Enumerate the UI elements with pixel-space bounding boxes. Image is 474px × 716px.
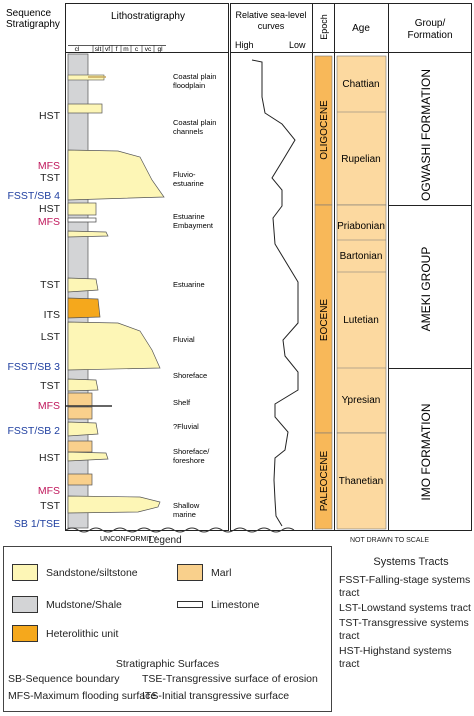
fluvial-sand xyxy=(68,322,160,370)
sequence-label: TST xyxy=(40,279,60,291)
environment-label-line: Shelf xyxy=(173,398,191,407)
grain-size-axis xyxy=(68,45,166,53)
environment-label-line: Fluvial xyxy=(173,335,195,344)
environment-label xyxy=(173,280,205,289)
group-header-line2: Formation xyxy=(407,30,453,41)
sequence-label: FSST/SB 2 xyxy=(7,425,60,437)
age-lutetian: Lutetian xyxy=(343,315,379,326)
systems-tract-fsst: FSST-Falling-stage systems tract xyxy=(339,574,471,599)
epoch-oligocene: OLIGOCENE xyxy=(319,100,330,160)
litho-header: Lithostratigraphy xyxy=(111,11,185,22)
environment-label xyxy=(173,422,199,431)
formation-ameki: AMEKI GROUP xyxy=(419,246,433,332)
foreshore-sand xyxy=(68,452,108,461)
legend-marl xyxy=(177,564,231,581)
grain-size-tick-label: vf xyxy=(104,46,111,53)
sealevel-header xyxy=(235,10,306,31)
sequence-label: TST xyxy=(40,380,60,392)
marl-swatch xyxy=(177,564,203,581)
fluvial-sand-2 xyxy=(68,422,98,436)
unconformity-label: UNCONFORMITY xyxy=(100,536,158,543)
sequence-label: MFS xyxy=(37,485,60,497)
low-label: Low xyxy=(289,40,306,50)
grain-size-tick-label: c xyxy=(134,46,139,53)
high-label: High xyxy=(235,40,254,50)
sequence-label: LST xyxy=(40,331,60,343)
sequence-label: FSST/SB 3 xyxy=(7,361,60,373)
shelf-marl-lower xyxy=(68,407,92,419)
legend-heterolithic xyxy=(12,625,118,642)
group-header-line1: Group/ xyxy=(414,18,446,29)
sequence-label: TST xyxy=(40,500,60,512)
surfaces-title: Stratigraphic Surfaces xyxy=(115,658,220,670)
environment-label-line: Shoreface/ xyxy=(173,447,210,456)
environment-label-line: Embayment xyxy=(173,221,214,230)
environment-label-line: Shoreface xyxy=(173,371,208,380)
sequence-header-line2: Stratigraphy xyxy=(6,19,60,30)
environment-label-line: Estuarine xyxy=(173,280,205,289)
environment-labels xyxy=(173,72,216,519)
legend-mudstone xyxy=(12,596,122,613)
environment-label-line: channels xyxy=(173,127,204,136)
age-chattian: Chattian xyxy=(342,79,380,90)
legend-mudstone-label: Mudstone/Shale xyxy=(46,598,122,611)
thin-estuarine-sand xyxy=(68,231,108,237)
sequence-labels xyxy=(7,110,60,530)
sealevel-header-line1: Relative sea-level xyxy=(235,10,307,20)
mudstone-swatch xyxy=(12,596,38,613)
sequence-header-line1: Sequence xyxy=(6,8,52,19)
grain-size-tick-label: m xyxy=(123,46,129,53)
environment-label-line: marine xyxy=(173,510,196,519)
grain-size-tick-label: slt xyxy=(94,46,102,53)
epoch-header: Epoch xyxy=(319,14,329,40)
sequence-label: MFS xyxy=(37,160,60,172)
group-header xyxy=(407,18,452,41)
legend-limestone xyxy=(177,596,259,613)
formation-imo: IMO FORMATION xyxy=(419,403,433,501)
environment-label-line: Coastal plain xyxy=(173,118,217,127)
heterolithic-unit xyxy=(68,298,100,318)
shoreface-marl xyxy=(68,441,92,452)
systems-tract-tst: TST-Transgressive systems tract xyxy=(339,617,469,642)
embayment-sand xyxy=(68,203,96,215)
marine-marl xyxy=(68,474,92,485)
environment-label xyxy=(173,212,214,230)
sequence-label: HST xyxy=(39,110,60,122)
embayment-limestone xyxy=(68,218,96,222)
fluvio-estuarine-sand xyxy=(68,150,164,200)
limestone-swatch xyxy=(177,601,203,608)
surface-sb: SB-Sequence boundary xyxy=(8,673,120,685)
sequence-label: HST xyxy=(39,203,60,215)
legend-heterolithic-label: Heterolithic unit xyxy=(46,627,119,640)
sequence-label: HST xyxy=(39,452,60,464)
age-bartonian: Bartonian xyxy=(339,251,383,262)
environment-label-line: Coastal plain xyxy=(173,72,217,81)
formation-ogwashi: OGWASHI FORMATION xyxy=(419,69,433,201)
shoreface-sand xyxy=(68,379,98,391)
environment-label xyxy=(173,72,216,90)
grain-size-tick-label: gl xyxy=(157,46,163,53)
shelf-marl xyxy=(68,393,92,406)
environment-label xyxy=(173,335,195,344)
shallow-marine-sand xyxy=(68,496,160,513)
environment-label-line: ?Fluvial xyxy=(173,422,199,431)
legend-marl-label: Marl xyxy=(211,566,232,579)
environment-label xyxy=(173,371,207,380)
environment-label xyxy=(173,398,191,407)
environment-label xyxy=(173,170,204,188)
legend-limestone-label: Limestone xyxy=(211,598,260,611)
age-rupelian: Rupelian xyxy=(341,154,381,165)
sequence-label: TST xyxy=(40,172,60,184)
sequence-label: FSST/SB 4 xyxy=(7,190,60,202)
epoch-paleocene: PALEOCENE xyxy=(319,450,330,512)
sandstone-swatch xyxy=(12,564,38,581)
sequence-header xyxy=(6,8,60,30)
grain-size-tick-label: vc xyxy=(144,46,152,53)
heterolithic-swatch xyxy=(12,625,38,642)
legend-sandstone xyxy=(12,564,138,581)
channel-sand xyxy=(68,104,102,113)
systems-tract-hst: HST-Highstand systems tract xyxy=(339,645,452,670)
environment-label-line: estuarine xyxy=(173,179,204,188)
environment-label xyxy=(173,447,210,465)
not-to-scale-note: NOT DRAWN TO SCALE xyxy=(350,537,430,544)
environment-label xyxy=(173,501,200,519)
sequence-label: MFS xyxy=(37,400,60,412)
age-thanetian: Thanetian xyxy=(338,476,384,487)
sea-level-curve xyxy=(252,60,298,526)
estuarine-sand xyxy=(68,278,98,292)
surface-tse: TSE-Transgressive surface of erosion xyxy=(142,673,318,685)
surface-its: ITS-Initial transgressive surface xyxy=(142,690,290,702)
sealevel-frame xyxy=(231,4,313,531)
surface-mfs: MFS-Maximum flooding surface xyxy=(8,690,157,702)
sequence-label: MFS xyxy=(37,216,60,228)
environment-label xyxy=(173,118,216,136)
sealevel-header-line2: curves xyxy=(257,21,285,31)
environment-label-line: Estuarine xyxy=(173,212,205,221)
age-ypresian: Ypresian xyxy=(341,395,381,406)
age-header: Age xyxy=(352,23,370,34)
age-priabonian: Priabonian xyxy=(337,221,385,232)
environment-label-line: Fluvio- xyxy=(173,170,196,179)
systems-tracts-title: Systems Tracts xyxy=(373,556,449,568)
grain-size-tick-label: f xyxy=(115,46,118,53)
epoch-eocene: EOCENE xyxy=(319,298,330,342)
environment-label-line: floodplain xyxy=(173,81,206,90)
legend-title: Legend xyxy=(148,535,182,546)
environment-label-line: Shallow xyxy=(173,501,200,510)
sequence-label: SB 1/TSE xyxy=(13,518,60,530)
sequence-label: ITS xyxy=(43,309,60,321)
systems-tract-lst: LST-Lowstand systems tract xyxy=(339,602,471,614)
environment-label-line: foreshore xyxy=(173,456,205,465)
grain-size-tick-label: cl xyxy=(74,46,80,53)
legend-sandstone-label: Sandstone/siltstone xyxy=(46,566,138,579)
